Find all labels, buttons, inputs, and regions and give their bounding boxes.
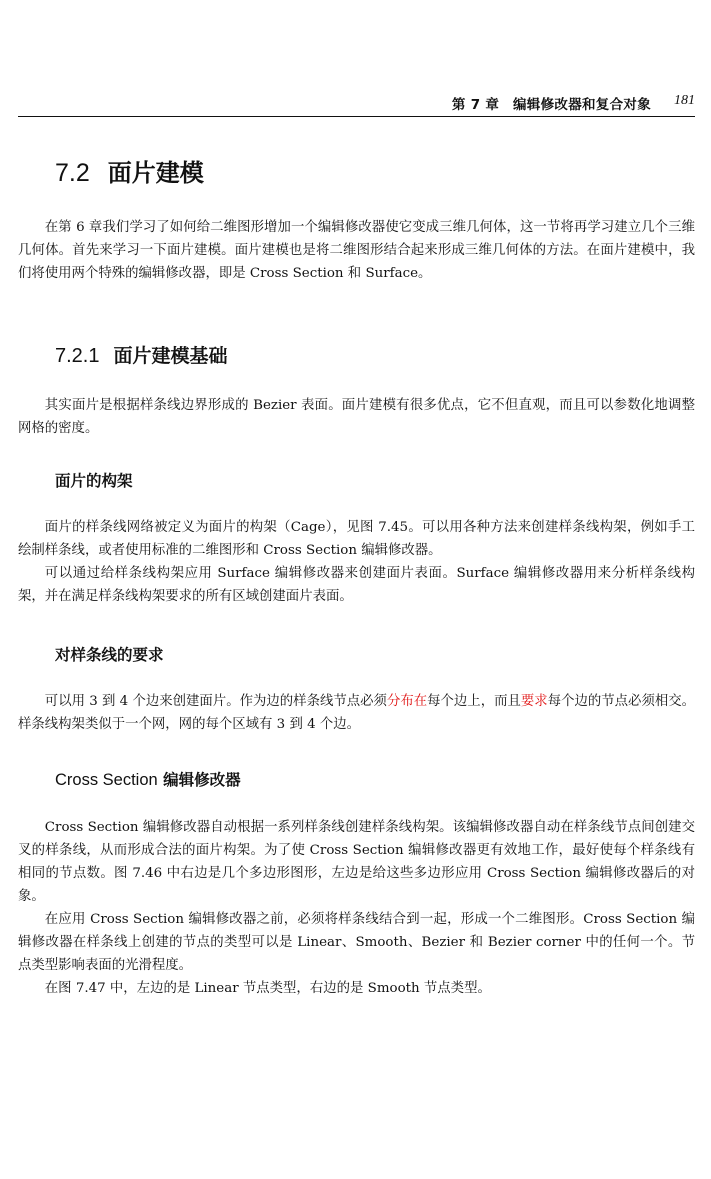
section-number: 7.2	[55, 159, 90, 187]
heading-cross-section	[55, 768, 241, 790]
subsection-title: 面片建模基础	[113, 345, 228, 367]
paragraph-cage: 面片的样条线网络被定义为面片的构架（Cage），见图 7.45。可以用各种方法来创建样条线构架，例如手工绘制样条线，或者使用标准的二维图形和 Cross Section 编辑修改器。	[18, 520, 695, 558]
paragraph-nodes: 在应用 Cross Section 编辑修改器之前，必须将样条线结合到一起，形成一个二维图形。Cross Section 编辑修改器在样条线上创建的节点的类型可以是 Linear、Smooth、Bezier 和 Bezier corner 中的任何一个。节点类型影响表面的光滑程度。	[18, 912, 695, 973]
subsection-heading	[55, 341, 228, 368]
paragraph-surface: 可以通过给样条线构架应用 Surface 编辑修改器来创建面片表面。Surface 编辑修改器用来分析样条线构架，并在满足样条线构架要求的所有区域创建面片表面。	[18, 566, 695, 604]
paragraph-edges	[18, 690, 695, 736]
page-header	[18, 88, 695, 117]
paragraph-figure: 在图 7.47 中，左边的是 Linear 节点类型，右边的是 Smooth 节点类型。	[44, 981, 491, 996]
heading-framework: 面片的构架	[55, 471, 133, 490]
section-heading	[55, 153, 204, 188]
text-run: 每个边的节点必须相交。样条线构架类似于一个网，网的每个区域有 3 到 4 个边。	[18, 694, 696, 732]
heading-cross-cn: 编辑修改器	[157, 770, 241, 789]
paragraph-intro: 在第 6 章我们学习了如何给二维图形增加一个编辑修改器使它变成三维几何体，这一节将再学习建立几个三维几何体。首先来学习一下面片建模。面片建模也是将二维图形结合起来形成三维几何体的方法。在面片建模中，我们将使用两个特殊的编辑修改器，即是 Cross Section 和 Surface。	[18, 220, 695, 281]
paragraph-bezier: 其实面片是根据样条线边界形成的 Bezier 表面。面片建模有很多优点，它不但直观，而且可以参数化地调整网格的密度。	[18, 398, 695, 436]
page-number: 181	[674, 93, 695, 108]
heading-cross-latin: Cross Section	[55, 771, 158, 789]
paragraph-cross-section: Cross Section 编辑修改器自动根据一系列样条线创建样条线构架。该编辑修改器自动在样条线节点间创建交叉的样条线，从而形成合法的面片构架。为了使 Cross Section 编辑修改器更有效地工作，最好使每个样条线有相同的节点数。图 7.46 中右边是几个多边形图形，左边是给这些多边形应用 Cross Section 编辑修改器后的对象。	[18, 820, 695, 904]
text-run: 可以用 3 到 4 个边来创建面片。作为边的样条线节点必须	[44, 694, 387, 709]
section-title: 面片建模	[107, 158, 204, 187]
chapter-title: 第 7 章 编辑修改器和复合对象	[451, 97, 651, 113]
text-run: 每个边上，而且	[427, 694, 521, 709]
highlight-text: 要求	[520, 694, 548, 709]
subsection-number: 7.2.1	[55, 345, 100, 367]
highlight-text: 分布在	[386, 694, 428, 709]
heading-requirements: 对样条线的要求	[55, 645, 164, 664]
